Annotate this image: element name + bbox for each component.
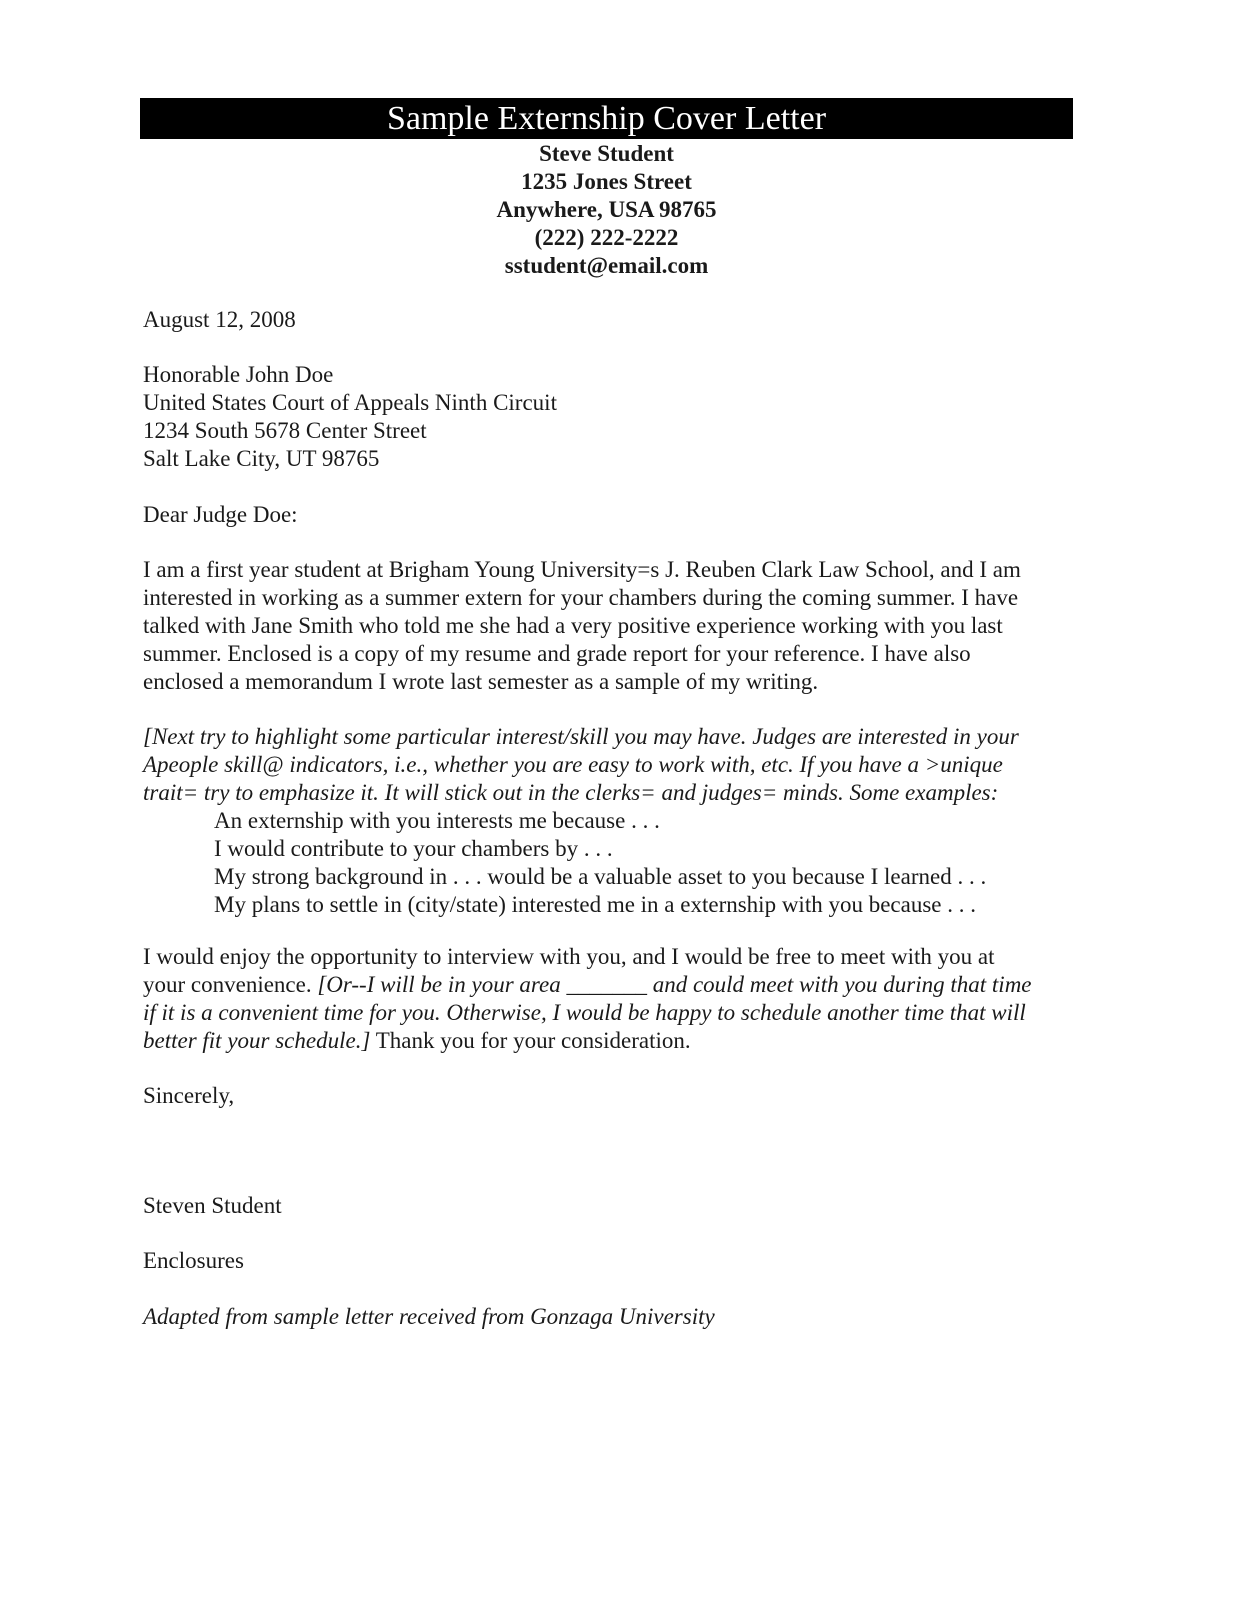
salutation [143,501,1083,529]
sender-phone: (222) 222-2222 [534,225,679,250]
page-title: Sample Externship Cover Letter [140,98,1073,139]
letter-date [143,306,1083,334]
guidance-line: trait= try to emphasize it. It will stick out in the clerks= and judges= minds. Some examples: [143,780,999,805]
recipient-line: Honorable John Doe [143,362,334,387]
paragraph-guidance [143,723,1083,919]
plain-text: Thank you for your consideration. [370,1028,691,1053]
date-text: August 12, 2008 [143,307,296,332]
paragraph-line: interested in working as a summer extern for your chambers during the coming summer. I have [143,585,1019,610]
paragraph-line: summer. Enclosed is a copy of my resume and grade report for your reference. I have also [143,641,971,666]
sender-street: 1235 Jones Street [521,169,692,194]
recipient-line: 1234 South 5678 Center Street [143,418,427,443]
guidance-line: [Next try to highlight some particular interest/skill you may have. Judges are interested in your [143,724,1019,749]
footer-note [143,1303,1083,1331]
example-line: An externship with you interests me because . . . [214,808,660,833]
enclosures [143,1247,1083,1275]
recipient-line: United States Court of Appeals Ninth Circuit [143,390,557,415]
footer-note-text: Adapted from sample letter received from Gonzaga University [143,1304,715,1329]
paragraph-intro [143,556,1083,696]
paragraph-line: talked with Jane Smith who told me she had a very positive experience working with you last [143,613,1003,638]
signature-text: Steven Student [143,1193,282,1218]
example-line: My plans to settle in (city/state) interested me in a externship with you because . . . [214,892,976,917]
enclosures-text: Enclosures [143,1248,244,1273]
paragraph-line [143,971,1083,999]
example-line: My strong background in . . . would be a valuable asset to you because I learned . . . [214,864,987,889]
italic-text: [Or--I will be in your area _______ and could meet with you during that time [317,972,1032,997]
italic-text: better fit your schedule.] [143,1028,371,1053]
closing [143,1082,1083,1110]
paragraph-line: I would enjoy the opportunity to interview with you, and I would be free to meet with you at [143,944,995,969]
salutation-text: Dear Judge Doe: [143,502,298,527]
sender-block [140,140,1073,280]
recipient-block [143,361,1083,473]
recipient-line: Salt Lake City, UT 98765 [143,446,380,471]
paragraph-line: if it is a convenient time for you. Otherwise, I would be happy to schedule another time that will [143,1000,1026,1025]
example-line: I would contribute to your chambers by . . . [214,836,613,861]
paragraph-interview [143,943,1083,1055]
sender-city: Anywhere, USA 98765 [496,197,717,222]
plain-text: your convenience. [143,972,318,997]
paragraph-line: enclosed a memorandum I wrote last semester as a sample of my writing. [143,669,819,694]
guidance-line: Apeople skill@ indicators, i.e., whether you are easy to work with, etc. If you have a >unique [143,752,1003,777]
closing-text: Sincerely, [143,1083,235,1108]
paragraph-line [143,1027,1083,1055]
sender-name: Steve Student [539,141,674,166]
signature [143,1192,1083,1220]
sender-email: sstudent@email.com [504,253,709,278]
paragraph-line: I am a first year student at Brigham Young University=s J. Reuben Clark Law School, and I am [143,557,1021,582]
